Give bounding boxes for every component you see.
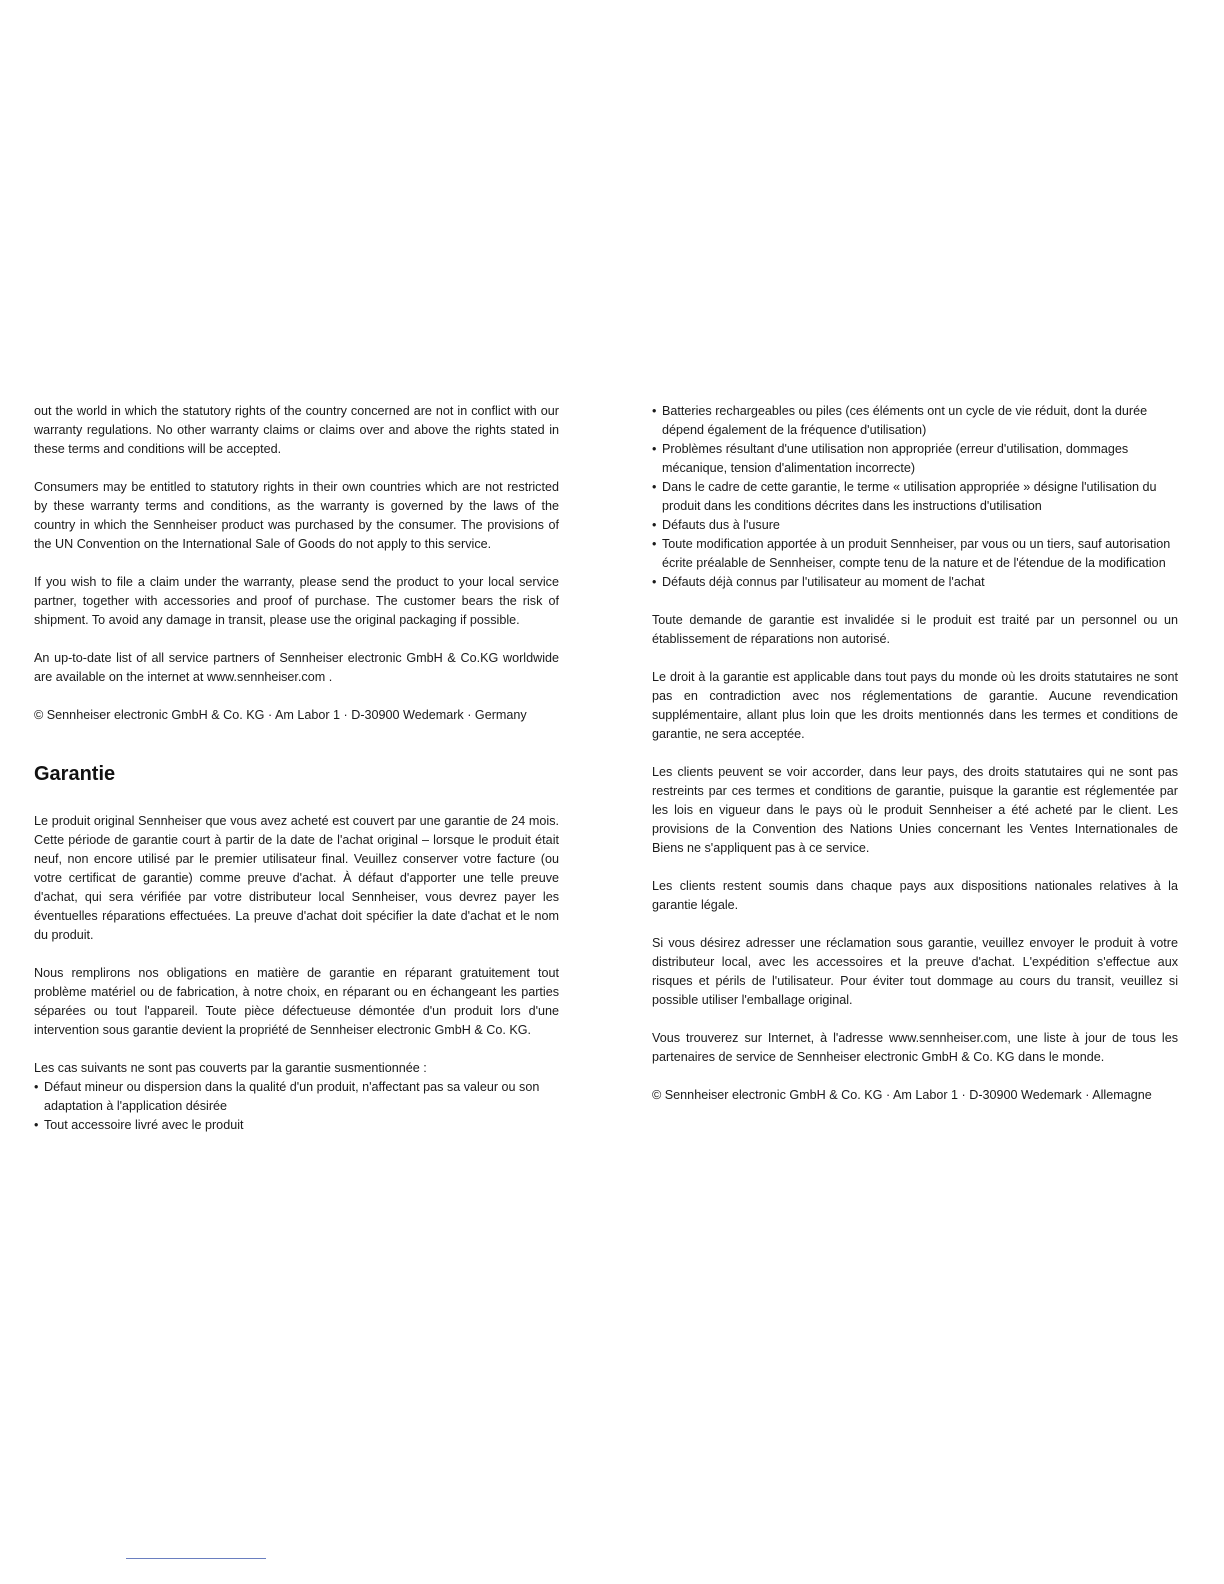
copyright-line-french: © Sennheiser electronic GmbH & Co. KG · Am Labor 1 · D-30900 Wedemark · Allemagne xyxy=(652,1088,1152,1102)
bullet-icon: • xyxy=(652,575,657,589)
bullet-icon: • xyxy=(652,404,657,418)
service-partners-paragraph-fr: Vous trouverez sur Internet, à l'adresse www.sennheiser.com, une liste à jour de tous les partenaires de service de Sennheiser electronic GmbH & Co. KG dans le monde. xyxy=(652,1031,1178,1064)
statutory-rights-paragraph-fr: Les clients peuvent se voir accorder, dans leur pays, des droits statutaires qui ne sont pas restreints par ces termes et conditions de garantie, puisque la garantie est réglementée par les lois en vigueur dans le pays où le produit Sennheiser a été acheté par le client. Les provisions de la Convention des Nations Unies concernant les Ventes Internationales de Biens ne s'appliquent pas à ce service. xyxy=(652,765,1178,855)
list-item: • Toute modification apportée à un produit Sennheiser, par vous ou un tiers, sauf autorisation écrite préalable de Sennheiser, compte tenu de la nature et de l'étendue de la modification xyxy=(652,537,1171,570)
left-column xyxy=(34,402,559,1154)
warranty-scope-paragraph-fr: Le droit à la garantie est applicable dans tout pays du monde où les droits statutaires ne sont pas en contradiction avec nos réglementations de garantie. Aucune revendication supplémentaire, allant plus loin que les droits mentionnés dans les termes et conditions de garantie, ne sera acceptée. xyxy=(652,670,1178,741)
statutory-rights-paragraph: Consumers may be entitled to statutory rights in their own countries which are not restricted by these warranty terms and conditions, as the warranty is governed by the laws of the country in which the Sennheiser product was purchased by the consumer. The provisions of the UN Convention on the International Sale of Goods do not apply to this service. xyxy=(34,480,559,551)
bullet-icon: • xyxy=(652,480,657,494)
garantie-intro-paragraph: Le produit original Sennheiser que vous avez acheté est couvert par une garantie de 24 mois. Cette période de garantie court à partir de la date de l'achat original – lorsque le produit était neuf, non encore utilisé par le premier utilisateur final. Veuillez conserver votre facture (ou votre certificat de garantie) comme preuve d'achat. À défaut d'apporter une telle preuve d'achat, qui sera vérifiée par votre distributeur local Sennheiser, vous devrez payer les éventuelles réparations effectuées. La preuve d'achat doit spécifier la date d'achat et le nom du produit. xyxy=(34,814,559,942)
bullet-icon: • xyxy=(652,442,657,456)
national-provisions-paragraph: Les clients restent soumis dans chaque pays aux dispositions nationales relatives à la garantie légale. xyxy=(652,879,1178,912)
claim-procedure-paragraph: If you wish to file a claim under the warranty, please send the product to your local service partner, together with accessories and proof of purchase. The customer bears the risk of shipment. To avoid any damage in transit, please use the original packaging if possible. xyxy=(34,575,559,627)
list-item: • Défauts déjà connus par l'utilisateur au moment de l'achat xyxy=(652,573,1178,592)
list-item: • Batteries rechargeables ou piles (ces éléments ont un cycle de vie réduit, dont la durée dépend également de la fréquence d'utilisation) xyxy=(652,404,1148,437)
list-item: • Problèmes résultant d'une utilisation non appropriée (erreur d'utilisation, dommages mécanique, tension d'alimentation incorrecte) xyxy=(652,442,1129,475)
bullet-icon: • xyxy=(652,537,657,551)
copyright-line-english: © Sennheiser electronic GmbH & Co. KG · Am Labor 1 · D-30900 Wedemark · Germany xyxy=(34,708,527,722)
warranty-scope-paragraph: out the world in which the statutory rights of the country concerned are not in conflict with our warranty regulations. No other warranty claims or claims over and above the rights stated in these terms and conditions will be accepted. xyxy=(34,404,559,456)
bullet-icon: • xyxy=(652,518,657,532)
service-partners-paragraph: An up-to-date list of all service partners of Sennheiser electronic GmbH & Co.KG worldwide are available on the internet at www.sennheiser.com . xyxy=(34,651,559,684)
right-column xyxy=(652,402,1178,1105)
exclusions-list-right xyxy=(652,402,1178,592)
unauthorized-repair-paragraph: Toute demande de garantie est invalidée si le produit est traité par un personnel ou un établissement de réparations non autorisé. xyxy=(652,613,1178,646)
garantie-obligations-paragraph: Nous remplirons nos obligations en matière de garantie en réparant gratuitement tout problème matériel ou de fabrication, à notre choix, en réparant ou en échangeant les parties séparées ou tout l'appareil. Toute pièce défectueuse démontée d'un produit lors d'une intervention sous garantie devient la propriété de Sennheiser electronic GmbH & Co. KG. xyxy=(34,966,559,1037)
footer-rule xyxy=(126,1558,266,1559)
list-item: • Tout accessoire livré avec le produit xyxy=(34,1116,559,1135)
list-item: • Défauts dus à l'usure xyxy=(652,516,1178,535)
claim-procedure-paragraph-fr: Si vous désirez adresser une réclamation sous garantie, veuillez envoyer le produit à votre distributeur local, avec les accessoires et la preuve d'achat. L'expédition s'effectue aux risques et périls de l'utilisateur. Pour éviter tout dommage au cours du transit, veuillez si possible utiliser l'emballage original. xyxy=(652,936,1178,1007)
section-heading-garantie: Garantie xyxy=(34,763,116,785)
bullet-icon: • xyxy=(34,1080,39,1094)
list-item: • Dans le cadre de cette garantie, le terme « utilisation appropriée » désigne l'utilisation du produit dans les conditions décrites dans les instructions d'utilisation xyxy=(652,480,1157,513)
exclusions-intro: Les cas suivants ne sont pas couverts par la garantie susmentionnée : xyxy=(34,1061,427,1075)
list-item: • Défaut mineur ou dispersion dans la qualité d'un produit, n'affectant pas sa valeur ou son adaptation à l'application désirée xyxy=(34,1080,540,1113)
bullet-icon: • xyxy=(34,1118,39,1132)
exclusions-list-left xyxy=(34,1078,559,1135)
